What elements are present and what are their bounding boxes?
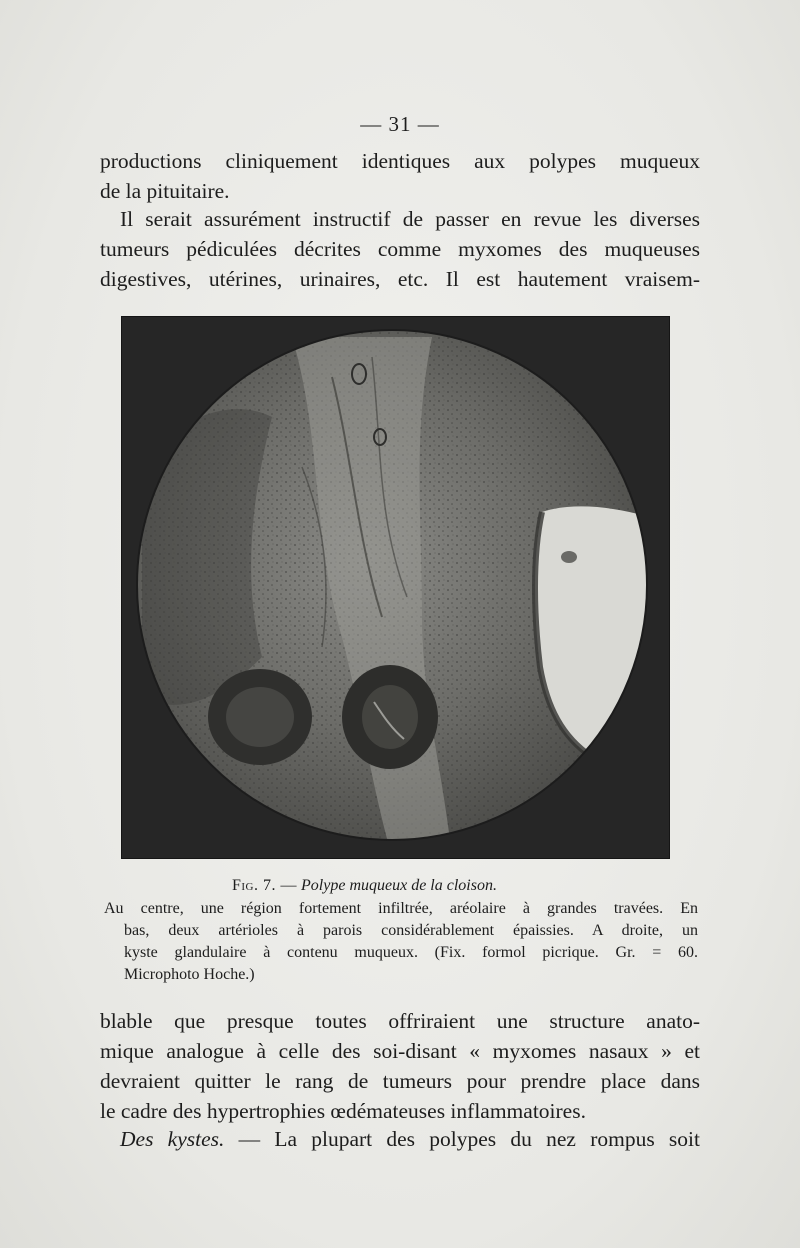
paragraph-line: productions cliniquement identiques aux polypes muqueux — [100, 149, 700, 173]
paragraph-2 — [100, 204, 700, 294]
paragraph-line: blable que presque toutes offriraient une structure anato- — [100, 1009, 700, 1033]
caption-line: bas, deux artérioles à parois considérablement épaissies. A droite, un — [124, 922, 698, 939]
page-number: — 31 — — [360, 112, 440, 136]
paragraph-line: le cadre des hypertrophies œdémateuses inflammatoires. — [100, 1099, 586, 1123]
figure-label: Fig. 7. — — [232, 877, 298, 894]
micrograph-image — [122, 317, 669, 858]
caption-line: Microphoto Hoche.) — [124, 966, 255, 983]
paragraph-line: digestives, utérines, urinaires, etc. Il est hautement vraisem- — [100, 267, 700, 291]
figure-caption-title — [232, 875, 632, 897]
caption-line: Au centre, une région fortement infiltrée, aréolaire à grandes travées. En — [104, 900, 698, 917]
paragraph-line: de la pituitaire. — [100, 179, 230, 203]
paragraph-line: Il serait assurément instructif de passer en revue les diverses — [120, 207, 700, 231]
section-heading: Des kystes. — [120, 1127, 225, 1151]
paragraph-line: mique analogue à celle des soi-disant « myxomes nasaux » et — [100, 1039, 700, 1063]
paragraph-line: tumeurs pédiculées décrites comme myxomes des muqueuses — [100, 237, 700, 261]
paragraph-line: devraient quitter le rang de tumeurs pour prendre place dans — [100, 1069, 700, 1093]
paragraph-line — [100, 1124, 700, 1154]
figure-title: Polype muqueux de la cloison. — [301, 877, 497, 894]
caption-line: kyste glandulaire à contenu muqueux. (Fix. formol picrique. Gr. = 60. — [124, 944, 698, 961]
micrograph-figure — [121, 316, 670, 859]
paragraph-text: — La plupart des polypes du nez rompus soit — [224, 1127, 700, 1151]
figure-caption — [104, 898, 698, 986]
paragraph-1 — [100, 146, 700, 206]
paragraph-3 — [100, 1006, 700, 1126]
paragraph-4 — [100, 1124, 700, 1154]
